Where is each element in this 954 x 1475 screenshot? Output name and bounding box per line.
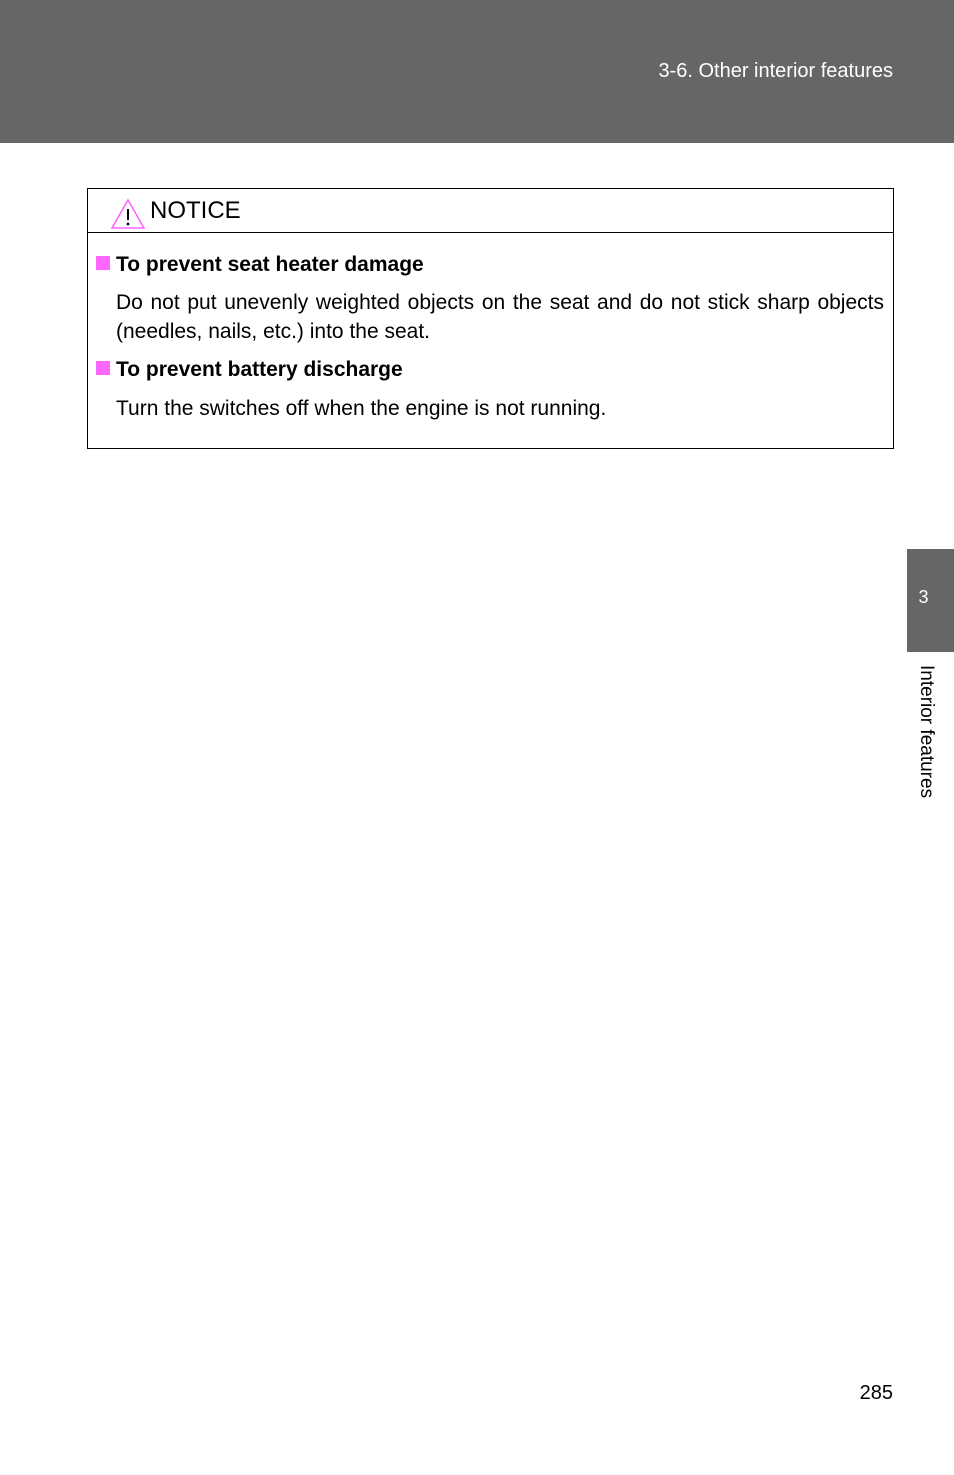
notice-label: NOTICE [150,197,241,224]
notice-header [88,189,893,233]
chapter-number: 3 [918,587,929,607]
page-header [0,0,954,143]
notice-item-heading [96,357,403,383]
square-bullet-icon [96,256,110,270]
notice-item-heading-text: To prevent battery discharge [116,358,403,381]
notice-item-heading [96,252,424,278]
notice-item-body: Do not put unevenly weighted objects on the seat and do not stick sharp objects (needles, nails, etc.) into the seat. [116,291,884,343]
chapter-tab [907,549,954,652]
page-number: 285 [859,1382,893,1404]
section-title: 3-6. Other interior features [658,60,893,82]
notice-item-heading-text: To prevent seat heater damage [116,253,424,276]
notice-box [87,188,894,449]
notice-item-body: Turn the switches off when the engine is not running. [116,397,607,420]
chapter-name: Interior features [916,665,937,799]
square-bullet-icon [96,361,110,375]
warning-triangle-icon [110,198,146,230]
